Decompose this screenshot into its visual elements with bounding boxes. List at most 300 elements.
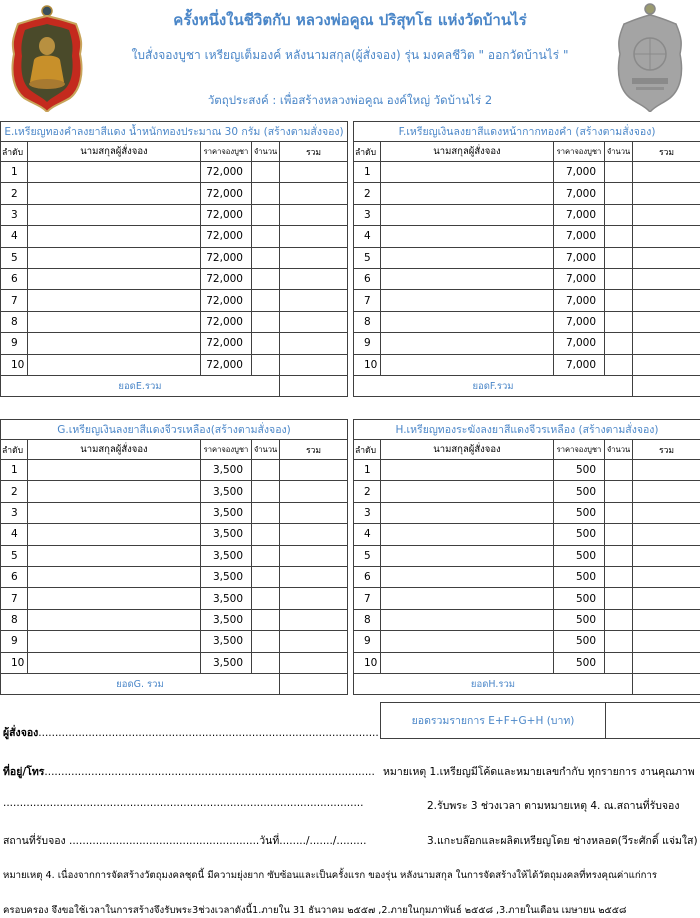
- table-row: [354, 162, 700, 183]
- row-number: 2: [1, 481, 28, 502]
- price-cell: 7,000: [554, 247, 605, 268]
- price-cell: 500: [554, 460, 605, 481]
- medal-front-icon: [8, 4, 86, 112]
- row-number: 4: [1, 524, 28, 545]
- row-number: 4: [354, 226, 381, 247]
- row-number: 3: [354, 502, 381, 523]
- name-field[interactable]: [28, 183, 201, 204]
- qty-field[interactable]: [605, 162, 633, 183]
- name-field[interactable]: [28, 502, 201, 523]
- row-number: 3: [354, 204, 381, 225]
- qty-field[interactable]: [252, 204, 280, 225]
- table-row: [354, 652, 700, 673]
- row-number: 5: [354, 247, 381, 268]
- qty-field[interactable]: [605, 354, 633, 375]
- total-field[interactable]: [280, 481, 348, 502]
- table-row: [354, 311, 700, 332]
- name-field[interactable]: [381, 609, 554, 630]
- table-row: [354, 524, 700, 545]
- subtotal-field[interactable]: [633, 673, 700, 694]
- table-row: [354, 502, 700, 523]
- column-header-total: รวม: [633, 142, 700, 162]
- total-field[interactable]: [280, 183, 348, 204]
- address-field-2[interactable]: ............................................................................................................: [3, 797, 363, 809]
- name-field[interactable]: [381, 524, 554, 545]
- column-header-price: ราคาจองบูชา: [201, 440, 252, 460]
- table-row: [1, 460, 348, 481]
- price-cell: 500: [554, 566, 605, 587]
- qty-field[interactable]: [605, 631, 633, 652]
- qty-field[interactable]: [605, 333, 633, 354]
- qty-field[interactable]: [605, 311, 633, 332]
- price-cell: 3,500: [201, 631, 252, 652]
- row-number: 8: [354, 311, 381, 332]
- table-footer-row: [1, 673, 348, 694]
- name-field[interactable]: [381, 354, 554, 375]
- price-cell: 3,500: [201, 502, 252, 523]
- total-field[interactable]: [280, 333, 348, 354]
- qty-field[interactable]: [252, 631, 280, 652]
- price-cell: 72,000: [201, 311, 252, 332]
- name-field[interactable]: [381, 311, 554, 332]
- note-4-line-1: หมายเหตุ 4. เนื่องจากการจัดสร้างวัตถุมงคลชุดนี้ มีความยุ่งยาก ซับซ้อนและเป็นครั้งแรก ของรุ่น หลังนามสกุล ในการจัดสร้างให้ได้วัตถุมงคลที่ทรงคุณค่าแก่การ: [3, 868, 657, 883]
- name-field[interactable]: [28, 545, 201, 566]
- total-field[interactable]: [280, 524, 348, 545]
- subtotal-field[interactable]: [280, 673, 348, 694]
- row-number: 10: [1, 652, 28, 673]
- subtotal-field[interactable]: [280, 375, 348, 396]
- total-field[interactable]: [280, 268, 348, 289]
- row-number: 6: [1, 566, 28, 587]
- page-purpose: วัตถุประสงค์ : เพื่อสร้างหลวงพ่อคูณ องค์ใหญ่ วัดบ้านไร่ 2: [110, 92, 590, 110]
- qty-field[interactable]: [252, 524, 280, 545]
- total-field[interactable]: [633, 545, 700, 566]
- total-field[interactable]: [280, 311, 348, 332]
- qty-field[interactable]: [605, 290, 633, 311]
- table-footer-row: [354, 375, 700, 396]
- row-number: 1: [354, 162, 381, 183]
- table-row: [1, 545, 348, 566]
- table-row: [354, 545, 700, 566]
- column-header-qty: จำนวน: [605, 440, 633, 460]
- name-field[interactable]: [381, 545, 554, 566]
- name-field[interactable]: [28, 588, 201, 609]
- table-row: [1, 268, 348, 289]
- price-cell: 3,500: [201, 652, 252, 673]
- qty-field[interactable]: [252, 226, 280, 247]
- qty-field[interactable]: [605, 204, 633, 225]
- table-title-row: [1, 122, 348, 142]
- qty-field[interactable]: [252, 311, 280, 332]
- column-header-name: นามสกุลผู้สั่งจอง: [381, 142, 554, 162]
- column-header-qty: จำนวน: [252, 142, 280, 162]
- row-number: 10: [1, 354, 28, 375]
- place-label: สถานที่รับจอง: [3, 835, 66, 847]
- table-row: [354, 609, 700, 630]
- row-number: 4: [1, 226, 28, 247]
- price-cell: 3,500: [201, 460, 252, 481]
- grand-total-label: ยอดรวมรายการ E+F+G+H (บาท): [381, 703, 606, 738]
- price-cell: 72,000: [201, 333, 252, 354]
- qty-field[interactable]: [605, 524, 633, 545]
- table-row: [354, 460, 700, 481]
- column-header-no: ลำดับ: [354, 440, 381, 460]
- price-cell: 72,000: [201, 354, 252, 375]
- total-field[interactable]: [280, 354, 348, 375]
- table-f: [353, 121, 700, 397]
- table-e: [0, 121, 348, 397]
- column-header-qty: จำนวน: [605, 142, 633, 162]
- total-field[interactable]: [280, 162, 348, 183]
- total-field[interactable]: [633, 566, 700, 587]
- column-header-qty: จำนวน: [252, 440, 280, 460]
- subtotal-label: ยอดE.รวม: [1, 375, 280, 396]
- table-row: [1, 481, 348, 502]
- name-field[interactable]: [28, 460, 201, 481]
- table-g: [0, 419, 348, 695]
- qty-field[interactable]: [252, 460, 280, 481]
- total-field[interactable]: [633, 588, 700, 609]
- table-footer-row: [1, 375, 348, 396]
- row-number: 2: [354, 183, 381, 204]
- name-field[interactable]: [381, 481, 554, 502]
- column-header-total: รวม: [633, 440, 700, 460]
- row-number: 7: [1, 290, 28, 311]
- orderer-label: ผู้สั่งจอง: [3, 727, 38, 739]
- table-row: [354, 183, 700, 204]
- price-cell: 500: [554, 502, 605, 523]
- qty-field[interactable]: [252, 268, 280, 289]
- table-row: [354, 481, 700, 502]
- total-field[interactable]: [280, 502, 348, 523]
- grand-total-value-field[interactable]: [606, 703, 700, 738]
- name-field[interactable]: [381, 588, 554, 609]
- total-field[interactable]: [280, 609, 348, 630]
- orderer-field[interactable]: ......................................................................................................: [38, 727, 378, 739]
- row-number: 3: [1, 204, 28, 225]
- table-row: [354, 566, 700, 587]
- total-field[interactable]: [280, 566, 348, 587]
- column-header-price: ราคาจองบูชา: [554, 440, 605, 460]
- column-header-no: ลำดับ: [354, 142, 381, 162]
- qty-field[interactable]: [252, 502, 280, 523]
- price-cell: 72,000: [201, 204, 252, 225]
- price-cell: 72,000: [201, 247, 252, 268]
- row-number: 1: [1, 162, 28, 183]
- name-field[interactable]: [28, 268, 201, 289]
- price-cell: 3,500: [201, 481, 252, 502]
- row-number: 7: [354, 290, 381, 311]
- price-cell: 7,000: [554, 162, 605, 183]
- name-field[interactable]: [381, 290, 554, 311]
- column-header-price: ราคาจองบูชา: [554, 142, 605, 162]
- name-field[interactable]: [28, 652, 201, 673]
- total-field[interactable]: [633, 333, 700, 354]
- qty-field[interactable]: [252, 290, 280, 311]
- table-row: [354, 247, 700, 268]
- note-2: 2.รับพระ 3 ช่วงเวลา ตามหมายเหตุ 4. ณ.สถานที่รับจอง: [427, 797, 679, 814]
- address-field[interactable]: ...................................................................................................: [44, 766, 374, 778]
- total-field[interactable]: [633, 290, 700, 311]
- qty-field[interactable]: [252, 481, 280, 502]
- price-cell: 72,000: [201, 268, 252, 289]
- price-cell: 72,000: [201, 290, 252, 311]
- price-cell: 500: [554, 524, 605, 545]
- table-row: [1, 247, 348, 268]
- table-row: [354, 226, 700, 247]
- row-number: 10: [354, 652, 381, 673]
- name-field[interactable]: [28, 524, 201, 545]
- qty-field[interactable]: [605, 502, 633, 523]
- note-3: 3.แกะบล๊อกและผลิตเหรียญโดย ช่างหลอด(วีระศักดิ์ แจ่มใส): [427, 832, 698, 849]
- total-field[interactable]: [280, 652, 348, 673]
- row-number: 4: [354, 524, 381, 545]
- table-row: [354, 354, 700, 375]
- table-title: F.เหรียญเงินลงยาสีแดงหน้ากากทองคำ (สร้างตามสั่งจอง): [354, 122, 700, 142]
- name-field[interactable]: [381, 204, 554, 225]
- date-field[interactable]: ......../......./.........: [279, 835, 366, 847]
- qty-field[interactable]: [252, 566, 280, 587]
- table-title-row: [354, 420, 700, 440]
- qty-field[interactable]: [252, 162, 280, 183]
- price-cell: 3,500: [201, 524, 252, 545]
- qty-field[interactable]: [252, 354, 280, 375]
- qty-field[interactable]: [252, 247, 280, 268]
- name-field[interactable]: [381, 247, 554, 268]
- total-field[interactable]: [633, 502, 700, 523]
- qty-field[interactable]: [252, 652, 280, 673]
- name-field[interactable]: [381, 502, 554, 523]
- total-field[interactable]: [633, 354, 700, 375]
- column-header-price: ราคาจองบูชา: [201, 142, 252, 162]
- total-field[interactable]: [280, 460, 348, 481]
- name-field[interactable]: [381, 631, 554, 652]
- total-field[interactable]: [633, 226, 700, 247]
- qty-field[interactable]: [252, 333, 280, 354]
- price-cell: 500: [554, 652, 605, 673]
- qty-field[interactable]: [252, 588, 280, 609]
- name-field[interactable]: [28, 204, 201, 225]
- price-cell: 7,000: [554, 204, 605, 225]
- total-field[interactable]: [633, 524, 700, 545]
- row-number: 5: [1, 247, 28, 268]
- table-title-row: [354, 122, 700, 142]
- table-row: [354, 631, 700, 652]
- name-field[interactable]: [28, 311, 201, 332]
- place-date-line: [3, 832, 366, 849]
- qty-field[interactable]: [605, 268, 633, 289]
- name-field[interactable]: [28, 247, 201, 268]
- note-4-line-2: ครอบครอง จึงขอใช้เวลาในการสร้างจึงรับพระ3ช่วงเวลาดังนี้1.ภายใน 31 ธันวาคม ๒๕๕๗ ,2.ภายในกุมภาพันธ์ ๒๕๕๘ ,3.ภายในเดือน เมษายน ๒๕๕๘: [3, 903, 626, 918]
- qty-field[interactable]: [605, 609, 633, 630]
- table-row: [354, 268, 700, 289]
- price-cell: 7,000: [554, 268, 605, 289]
- row-number: 3: [1, 502, 28, 523]
- name-field[interactable]: [28, 566, 201, 587]
- address-label: ที่อยู่/โทร: [3, 766, 44, 778]
- table-row: [1, 290, 348, 311]
- column-header-no: ลำดับ: [1, 440, 28, 460]
- row-number: 8: [1, 311, 28, 332]
- note-1: หมายเหตุ 1.เหรียญมีโค้ดและหมายเลขกำกับ ทุกรายการ งานคุณภาพ: [383, 763, 695, 780]
- name-field[interactable]: [381, 162, 554, 183]
- price-cell: 7,000: [554, 290, 605, 311]
- price-cell: 72,000: [201, 183, 252, 204]
- price-cell: 7,000: [554, 183, 605, 204]
- address-line: [3, 763, 375, 780]
- name-field[interactable]: [28, 226, 201, 247]
- price-cell: 3,500: [201, 566, 252, 587]
- total-field[interactable]: [633, 247, 700, 268]
- row-number: 9: [1, 631, 28, 652]
- total-field[interactable]: [633, 460, 700, 481]
- price-cell: 72,000: [201, 226, 252, 247]
- price-cell: 72,000: [201, 162, 252, 183]
- qty-field[interactable]: [605, 588, 633, 609]
- table-row: [354, 588, 700, 609]
- row-number: 5: [354, 545, 381, 566]
- row-number: 2: [1, 183, 28, 204]
- total-field[interactable]: [280, 588, 348, 609]
- total-field[interactable]: [280, 631, 348, 652]
- total-field[interactable]: [280, 545, 348, 566]
- name-field[interactable]: [381, 226, 554, 247]
- table-row: [1, 354, 348, 375]
- column-header-total: รวม: [280, 440, 348, 460]
- table-footer-row: [354, 673, 700, 694]
- row-number: 8: [354, 609, 381, 630]
- table-row: [1, 204, 348, 225]
- row-number: 7: [1, 588, 28, 609]
- price-cell: 500: [554, 545, 605, 566]
- price-cell: 500: [554, 609, 605, 630]
- name-field[interactable]: [28, 481, 201, 502]
- qty-field[interactable]: [605, 481, 633, 502]
- table-row: [1, 333, 348, 354]
- name-field[interactable]: [28, 162, 201, 183]
- medal-back-icon: [610, 2, 690, 112]
- table-row: [354, 290, 700, 311]
- row-number: 9: [354, 631, 381, 652]
- total-field[interactable]: [280, 290, 348, 311]
- table-h: [353, 419, 700, 695]
- column-header-no: ลำดับ: [1, 142, 28, 162]
- total-field[interactable]: [633, 481, 700, 502]
- table-row: [1, 588, 348, 609]
- qty-field[interactable]: [605, 226, 633, 247]
- subtotal-label: ยอดH.รวม: [354, 673, 633, 694]
- total-field[interactable]: [633, 652, 700, 673]
- qty-field[interactable]: [252, 609, 280, 630]
- row-number: 1: [1, 460, 28, 481]
- qty-field[interactable]: [605, 545, 633, 566]
- price-cell: 7,000: [554, 333, 605, 354]
- row-number: 6: [1, 268, 28, 289]
- name-field[interactable]: [381, 183, 554, 204]
- date-label: วันที่: [259, 835, 279, 847]
- page-subtitle: ใบสั่งจองบูชา เหรียญเต็มองค์ หลังนามสกุล(ผู้สั่งจอง) รุ่น มงคลชีวิต " ออกวัดบ้านไร่ ": [100, 46, 600, 65]
- row-number: 1: [354, 460, 381, 481]
- qty-field[interactable]: [252, 545, 280, 566]
- table-header-row: [354, 440, 700, 460]
- qty-field[interactable]: [605, 566, 633, 587]
- row-number: 7: [354, 588, 381, 609]
- table-row: [354, 204, 700, 225]
- qty-field[interactable]: [605, 460, 633, 481]
- row-number: 6: [354, 268, 381, 289]
- price-cell: 500: [554, 588, 605, 609]
- total-field[interactable]: [633, 609, 700, 630]
- name-field[interactable]: [28, 609, 201, 630]
- name-field[interactable]: [381, 652, 554, 673]
- place-field[interactable]: .........................................................: [69, 835, 259, 847]
- name-field[interactable]: [28, 333, 201, 354]
- row-number: 9: [354, 333, 381, 354]
- total-field[interactable]: [633, 268, 700, 289]
- total-field[interactable]: [633, 183, 700, 204]
- total-field[interactable]: [633, 162, 700, 183]
- total-field[interactable]: [280, 204, 348, 225]
- name-field[interactable]: [28, 354, 201, 375]
- row-number: 10: [354, 354, 381, 375]
- qty-field[interactable]: [605, 183, 633, 204]
- qty-field[interactable]: [252, 183, 280, 204]
- row-number: 5: [1, 545, 28, 566]
- qty-field[interactable]: [605, 652, 633, 673]
- column-header-name: นามสกุลผู้สั่งจอง: [381, 440, 554, 460]
- subtotal-label: ยอดF.รวม: [354, 375, 633, 396]
- total-field[interactable]: [280, 226, 348, 247]
- table-title: H.เหรียญทองระฆังลงยาสีแดงจีวรเหลือง (สร้างตามสั่งจอง): [354, 420, 700, 440]
- total-field[interactable]: [633, 631, 700, 652]
- price-cell: 500: [554, 481, 605, 502]
- table-row: [1, 524, 348, 545]
- total-field[interactable]: [633, 311, 700, 332]
- name-field[interactable]: [28, 631, 201, 652]
- subtotal-label: ยอดG. รวม: [1, 673, 280, 694]
- qty-field[interactable]: [605, 247, 633, 268]
- row-number: 9: [1, 333, 28, 354]
- table-row: [1, 502, 348, 523]
- table-row: [1, 652, 348, 673]
- table-header-row: [354, 142, 700, 162]
- row-number: 6: [354, 566, 381, 587]
- grand-total-box: [380, 702, 700, 739]
- total-field[interactable]: [633, 204, 700, 225]
- subtotal-field[interactable]: [633, 375, 700, 396]
- name-field[interactable]: [381, 268, 554, 289]
- row-number: 8: [1, 609, 28, 630]
- column-header-total: รวม: [280, 142, 348, 162]
- table-row: [354, 333, 700, 354]
- price-cell: 3,500: [201, 545, 252, 566]
- row-number: 2: [354, 481, 381, 502]
- name-field[interactable]: [381, 460, 554, 481]
- name-field[interactable]: [381, 333, 554, 354]
- name-field[interactable]: [381, 566, 554, 587]
- orderer-line: [3, 724, 379, 741]
- table-row: [1, 311, 348, 332]
- table-row: [1, 609, 348, 630]
- table-row: [1, 183, 348, 204]
- total-field[interactable]: [280, 247, 348, 268]
- page-title: ครั้งหนึ่งในชีวิตกับ หลวงพ่อคูณ ปริสุทโธ แห่งวัดบ้านไร่: [110, 8, 590, 32]
- table-row: [1, 631, 348, 652]
- table-title: E.เหรียญทองคำลงยาสีแดง น้ำหนักทองประมาณ 30 กรัม (สร้างตามสั่งจอง): [1, 122, 348, 142]
- column-header-name: นามสกุลผู้สั่งจอง: [28, 440, 201, 460]
- name-field[interactable]: [28, 290, 201, 311]
- price-cell: 3,500: [201, 588, 252, 609]
